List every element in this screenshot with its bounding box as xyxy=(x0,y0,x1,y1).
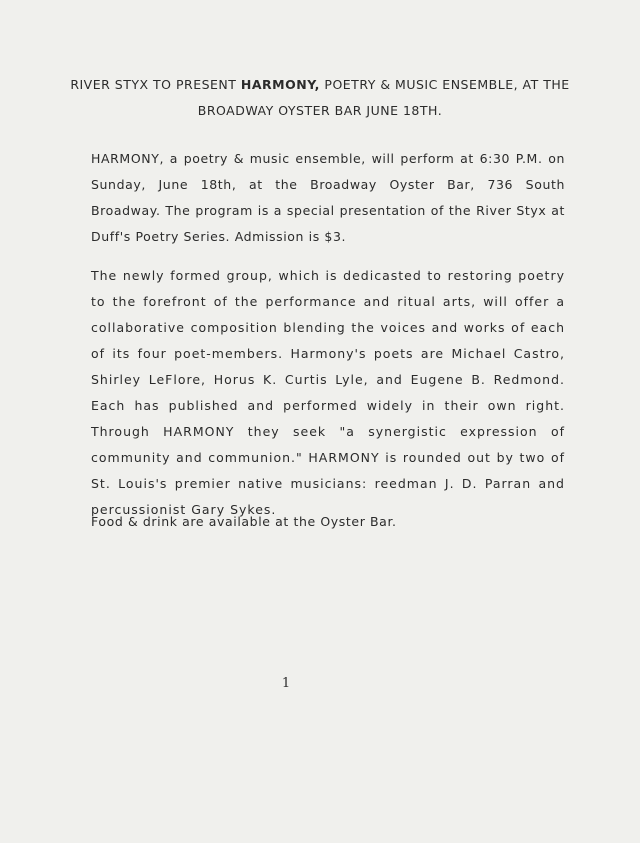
press-release-heading xyxy=(60,72,580,124)
heading-line-1 xyxy=(60,72,580,98)
paragraph-food-drink: Food & drink are available at the Oyster Bar. xyxy=(91,514,397,529)
heading-prefix: RIVER STYX TO PRESENT xyxy=(70,77,241,92)
heading-harmony: HARMONY, xyxy=(240,77,320,92)
paragraph-group-description: The newly formed group, which is dedicasted to restoring poetry to the forefront of the performance and ritual arts, will offer a collaborative composition blending the voices and works of each of its four poet-members. Harmony's poets are Michael Castro, Shirley LeFlore, Horus K. Curtis Lyle, and Eugene B. Redmond. Each has published and performed widely in their own right. Through HARMONY they seek "a synergistic expression of community and communion." HARMONY is rounded out by two of St. Louis's premier native musicians: reedman J. D. Parran and percussionist Gary Sykes. xyxy=(91,268,565,517)
paragraph-event-details: HARMONY, a poetry & music ensemble, will perform at 6:30 P.M. on Sunday, June 18th, at the Broadway Oyster Bar, 736 South Broadway. The program is a special presentation of the River Styx at Duff's Poetry Series. Admission is $3. xyxy=(91,151,565,244)
page-number: 1 xyxy=(281,676,291,691)
heading-line-2: BROADWAY OYSTER BAR JUNE 18TH. xyxy=(197,103,443,118)
heading-suffix: POETRY & MUSIC ENSEMBLE, AT THE xyxy=(319,77,570,92)
